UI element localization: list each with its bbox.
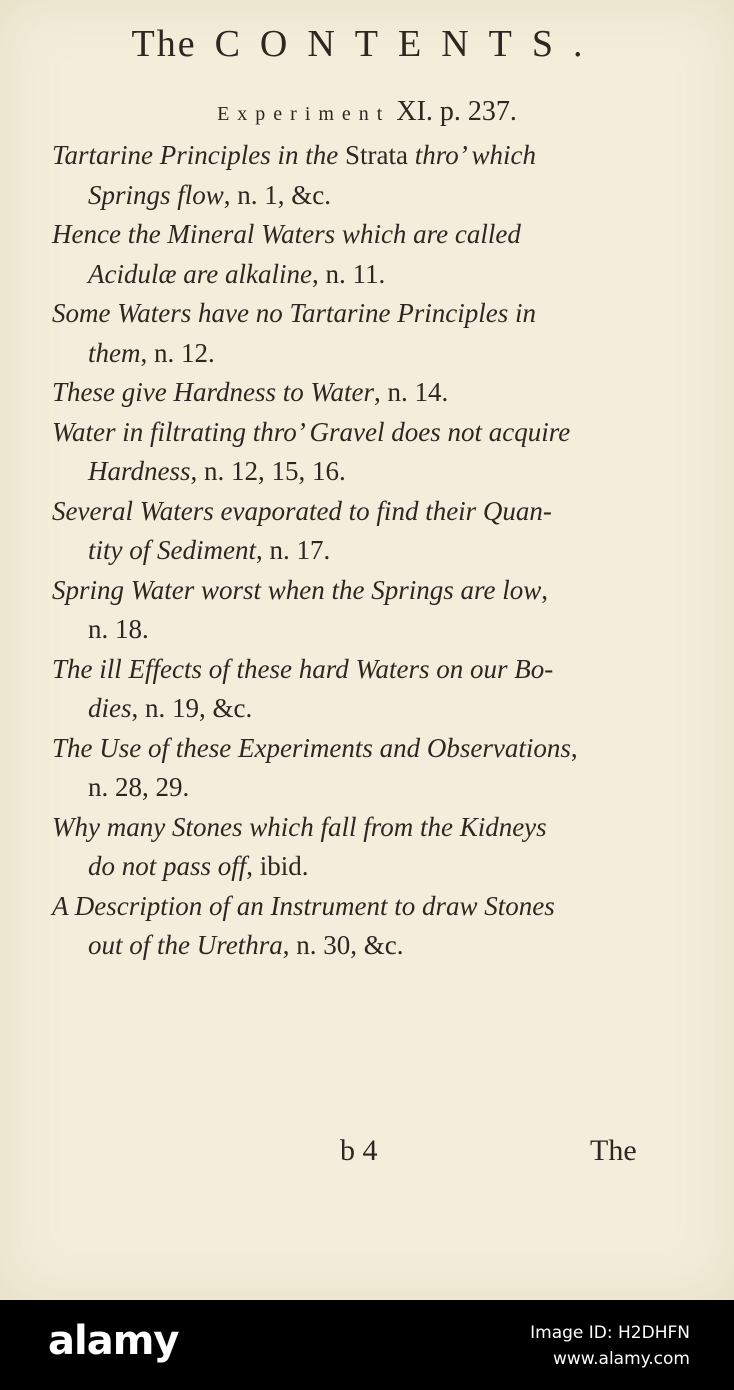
contents-entry bbox=[52, 887, 656, 966]
entry-continuation-line bbox=[52, 452, 656, 492]
entry-continuation-line bbox=[52, 610, 656, 650]
entry-first-line bbox=[52, 571, 656, 611]
entry-continuation-line bbox=[52, 926, 656, 966]
entry-first-line bbox=[52, 136, 656, 176]
italic-text: These give Hardness to Water bbox=[52, 377, 374, 407]
italic-text: them bbox=[88, 337, 141, 368]
italic-text: do not pass off bbox=[88, 851, 247, 881]
contents-entry bbox=[52, 571, 656, 650]
entry-first-line bbox=[52, 650, 656, 690]
roman-text: , bbox=[570, 732, 578, 763]
italic-text: Hence the Mineral Waters which are called bbox=[52, 219, 521, 249]
roman-text: , n. 19, &c. bbox=[131, 693, 253, 723]
watermark-info bbox=[530, 1320, 690, 1372]
entry-continuation-line bbox=[52, 847, 656, 887]
experiment-label: Experiment bbox=[217, 103, 391, 125]
roman-text: , n. 11. bbox=[311, 258, 386, 289]
roman-text: n. 18. bbox=[88, 614, 149, 644]
italic-text: Water in filtrating thro’ Gravel does not acquire bbox=[52, 416, 571, 447]
contents-entry bbox=[52, 413, 656, 492]
roman-text: , n. 30, &c. bbox=[282, 930, 404, 960]
watermark-bar bbox=[0, 1300, 734, 1390]
italic-text: thro’ which bbox=[414, 140, 536, 170]
title-word-contents: CONTENTS. bbox=[214, 23, 603, 65]
italic-text: dies bbox=[88, 693, 132, 723]
roman-text: Strata bbox=[345, 140, 415, 170]
entry-first-line bbox=[52, 373, 656, 413]
watermark-logo: alamy bbox=[48, 1318, 179, 1364]
italic-text: Springs flow bbox=[88, 179, 224, 210]
roman-text: , n. 12. bbox=[140, 337, 215, 368]
roman-text: , ibid. bbox=[246, 851, 309, 881]
entry-first-line bbox=[52, 492, 656, 532]
italic-text: tity of Sediment bbox=[88, 535, 256, 565]
roman-text: , n. 14. bbox=[373, 377, 449, 407]
italic-text: The ill Effects of these hard Waters on our Bo- bbox=[52, 653, 554, 684]
italic-text: Acidulæ are alkaline bbox=[88, 258, 312, 289]
entry-first-line bbox=[52, 413, 656, 453]
entry-first-line bbox=[52, 294, 656, 334]
entry-continuation-line bbox=[52, 255, 656, 295]
contents-list bbox=[52, 136, 656, 966]
italic-text: Spring Water worst when the Springs are low bbox=[52, 574, 542, 605]
entry-first-line bbox=[52, 808, 656, 848]
contents-entry bbox=[52, 136, 656, 215]
catchword: The bbox=[590, 1134, 637, 1167]
watermark-image-id: Image ID: H2DHFN bbox=[530, 1323, 690, 1343]
title-word-the: The bbox=[131, 23, 197, 65]
roman-text: , n. 1, &c. bbox=[223, 179, 332, 210]
entry-continuation-line bbox=[52, 768, 656, 808]
watermark-site: www.alamy.com bbox=[552, 1349, 690, 1369]
entry-continuation-line bbox=[52, 334, 656, 374]
contents-entry bbox=[52, 373, 656, 413]
roman-text: n. 28, 29. bbox=[88, 772, 190, 802]
italic-text: A Description of an Instrument to draw Stones bbox=[52, 890, 555, 921]
roman-text: , n. 12, 15, 16. bbox=[190, 456, 346, 486]
experiment-number: XI. p. 237. bbox=[396, 96, 517, 127]
italic-text: Hardness bbox=[88, 456, 191, 486]
italic-text: Several Waters evaporated to find their Quan- bbox=[52, 495, 552, 526]
signature-mark: b 4 bbox=[340, 1134, 378, 1167]
roman-text: , n. 17. bbox=[255, 535, 331, 565]
italic-text: The Use of these Experiments and Observations bbox=[52, 732, 571, 763]
contents-entry bbox=[52, 294, 656, 373]
italic-text: Some Waters have no Tartarine Principles in bbox=[52, 298, 536, 328]
contents-entry bbox=[52, 492, 656, 571]
entry-first-line bbox=[52, 215, 656, 255]
roman-text: , bbox=[541, 574, 549, 605]
entry-continuation-line bbox=[52, 689, 656, 729]
contents-entry bbox=[52, 650, 656, 729]
contents-entry bbox=[52, 808, 656, 887]
page-title bbox=[0, 22, 734, 66]
entry-continuation-line bbox=[52, 176, 656, 216]
entry-first-line bbox=[52, 729, 656, 769]
entry-continuation-line bbox=[52, 531, 656, 571]
contents-entry bbox=[52, 215, 656, 294]
italic-text: Why many Stones which fall from the Kidneys bbox=[52, 811, 547, 842]
experiment-heading bbox=[0, 96, 734, 128]
entry-first-line bbox=[52, 887, 656, 927]
contents-entry bbox=[52, 729, 656, 808]
italic-text: Tartarine Principles in the bbox=[52, 140, 346, 170]
italic-text: out of the Urethra bbox=[88, 930, 283, 960]
